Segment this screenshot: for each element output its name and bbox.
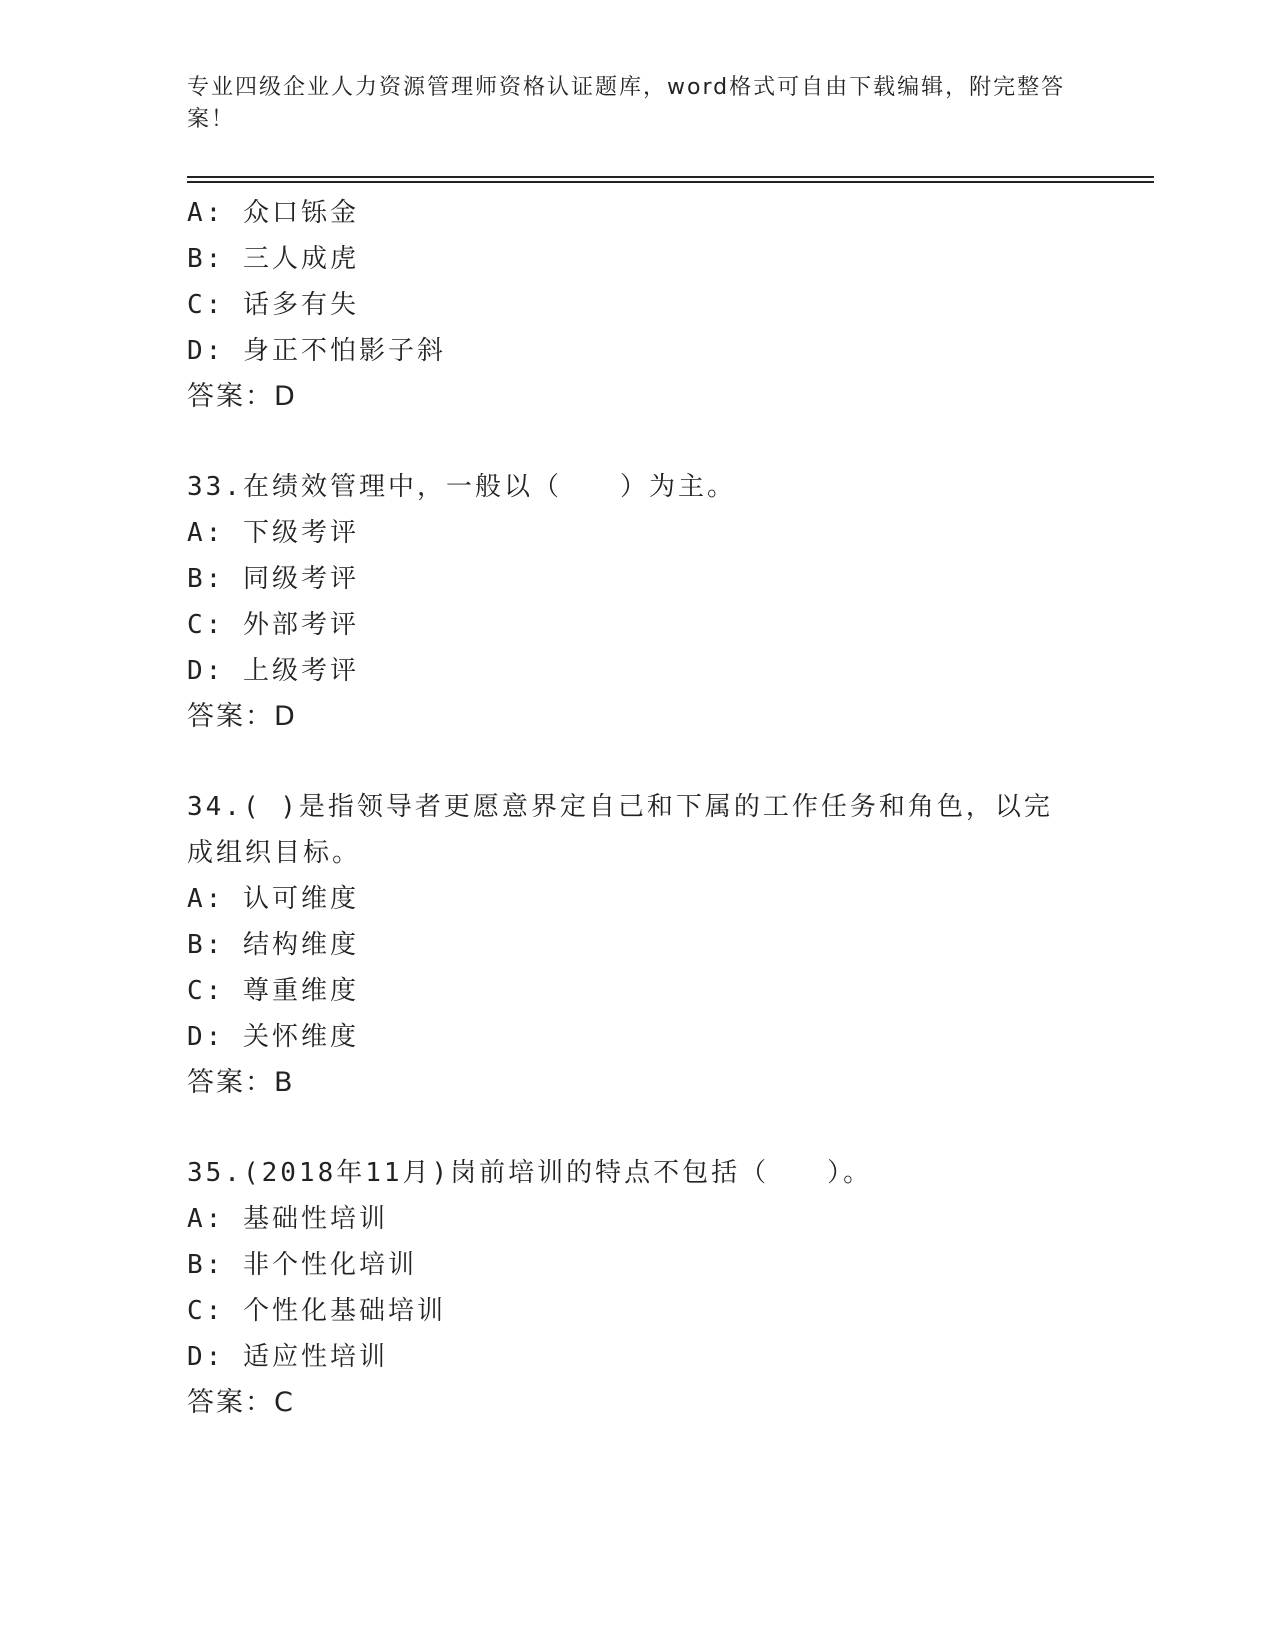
question-stem: 34.( )是指领导者更愿意界定自己和下属的工作任务和角色，以完成组织目标。 (187, 792, 1053, 868)
answer: 答案：D (187, 381, 297, 412)
question-list (187, 190, 1077, 1426)
option-b: B: 三人成虎 (187, 244, 359, 274)
option-d: D: 关怀维度 (187, 1022, 359, 1052)
option-c: C: 外部考评 (187, 610, 359, 640)
header-rule-bottom (187, 181, 1154, 183)
answer: 答案：B (187, 1067, 295, 1098)
option-d: D: 适应性培训 (187, 1342, 388, 1372)
question-34 (187, 784, 1077, 1106)
question-stem: 33.在绩效管理中，一般以（ ）为主。 (187, 472, 736, 502)
answer: 答案：C (187, 1387, 295, 1418)
option-a: A: 下级考评 (187, 518, 359, 548)
option-d: D: 身正不怕影子斜 (187, 336, 446, 366)
header-rule-top (187, 176, 1154, 178)
question-35 (187, 1150, 1077, 1426)
option-d: D: 上级考评 (187, 656, 359, 686)
option-b: B: 结构维度 (187, 930, 359, 960)
document-header (187, 72, 1067, 136)
question-32-continued (187, 190, 1077, 420)
option-a: A: 认可维度 (187, 884, 359, 914)
header-text: 专业四级企业人力资源管理师资格认证题库，word格式可自由下载编辑，附完整答案！ (187, 75, 1066, 132)
option-c: C: 尊重维度 (187, 976, 359, 1006)
option-c: C: 个性化基础培训 (187, 1296, 446, 1326)
option-a: A: 基础性培训 (187, 1204, 388, 1234)
option-b: B: 同级考评 (187, 564, 359, 594)
question-33 (187, 464, 1077, 740)
option-b: B: 非个性化培训 (187, 1250, 417, 1280)
question-stem: 35.(2018年11月)岗前培训的特点不包括（ ）。 (187, 1158, 873, 1188)
answer: 答案：D (187, 701, 297, 732)
option-a: A: 众口铄金 (187, 198, 359, 228)
option-c: C: 话多有失 (187, 290, 359, 320)
